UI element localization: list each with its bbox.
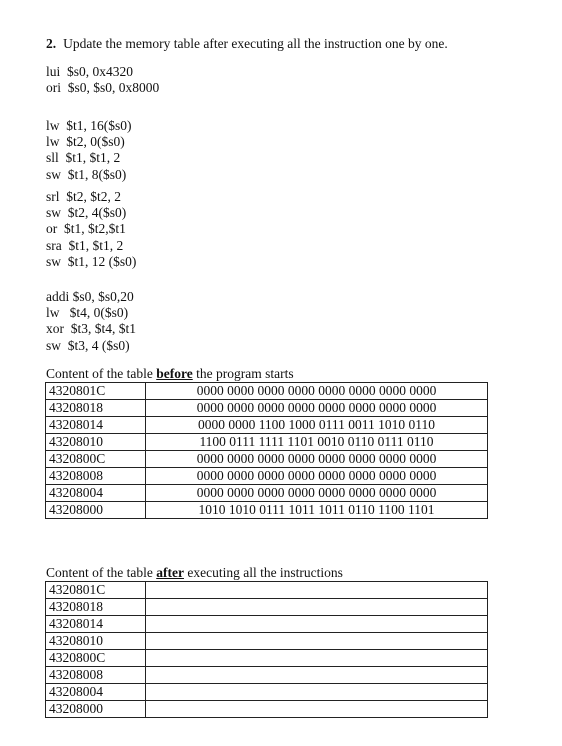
caption-text: the program starts (192, 366, 294, 381)
question-text: Update the memory table after executing all the instruction one by one. (63, 36, 448, 51)
answer-cell[interactable] (146, 616, 488, 633)
code-line: lw $t4, 0($s0) (46, 305, 129, 321)
table-row (46, 417, 488, 434)
answer-cell[interactable] (146, 650, 488, 667)
address-cell: 4320801C (46, 383, 146, 400)
code-group-2 (46, 118, 132, 183)
table-row (46, 400, 488, 417)
answer-cell[interactable] (146, 633, 488, 650)
code-group-4 (46, 289, 136, 354)
table-row (46, 383, 488, 400)
address-cell: 4320800C (46, 650, 146, 667)
address-cell: 43208004 (46, 485, 146, 502)
code-line: lw $t1, 16($s0) (46, 118, 132, 133)
table-row (46, 468, 488, 485)
answer-cell[interactable] (146, 701, 488, 718)
before-table-caption (46, 366, 294, 382)
table-row (46, 451, 488, 468)
code-line: srl $t2, $t2, 2 (46, 189, 122, 204)
address-cell: 4320801C (46, 582, 146, 599)
value-cell: 0000 0000 0000 0000 0000 0000 0000 0000 (146, 451, 488, 468)
table-row (46, 616, 488, 633)
caption-emphasis: after (156, 565, 184, 580)
memory-table-before (45, 382, 488, 519)
table-row (46, 582, 488, 599)
table-row (46, 434, 488, 451)
table-row (46, 667, 488, 684)
value-cell: 0000 0000 0000 0000 0000 0000 0000 0000 (146, 468, 488, 485)
value-cell: 1100 0111 1111 1101 0010 0110 0111 0110 (146, 434, 488, 451)
question-number: 2. (46, 36, 57, 51)
code-line: lw $t2, 0($s0) (46, 134, 125, 150)
address-cell: 43208004 (46, 684, 146, 701)
table-row (46, 599, 488, 616)
address-cell: 43208000 (46, 701, 146, 718)
code-line: sw $t3, 4 ($s0) (46, 337, 130, 353)
value-cell: 0000 0000 0000 0000 0000 0000 0000 0000 (146, 383, 488, 400)
caption-text: Content of the table (46, 366, 157, 381)
address-cell: 43208014 (46, 616, 146, 633)
value-cell: 0000 0000 0000 0000 0000 0000 0000 0000 (146, 400, 488, 417)
value-cell: 0000 0000 0000 0000 0000 0000 0000 0000 (146, 485, 488, 502)
table-row (46, 485, 488, 502)
code-line: sw $t2, 4($s0) (46, 205, 127, 221)
code-line: sra $t1, $t1, 2 (46, 237, 124, 253)
code-group-1 (46, 64, 159, 96)
address-cell: 43208018 (46, 599, 146, 616)
question-heading (46, 36, 448, 52)
address-cell: 43208008 (46, 667, 146, 684)
value-cell: 0000 0000 1100 1000 0111 0011 1010 0110 (146, 417, 488, 434)
value-cell: 1010 1010 0111 1011 1011 0110 1100 1101 (146, 502, 488, 519)
caption-text: executing all the instructions (183, 565, 343, 580)
code-group-3 (46, 189, 136, 270)
address-cell: 43208014 (46, 417, 146, 434)
code-line: sw $t1, 12 ($s0) (46, 253, 137, 269)
code-line: or $t1, $t2,$t1 (46, 221, 126, 237)
answer-cell[interactable] (146, 599, 488, 616)
table-row (46, 502, 488, 519)
address-cell: 43208000 (46, 502, 146, 519)
code-line: lui $s0, 0x4320 (46, 64, 134, 79)
table-row (46, 684, 488, 701)
code-line: sw $t1, 8($s0) (46, 166, 127, 182)
code-line: ori $s0, $s0, 0x8000 (46, 80, 160, 96)
after-table-caption (46, 565, 343, 581)
code-line: addi $s0, $s0,20 (46, 289, 134, 304)
table-row (46, 650, 488, 667)
table-row (46, 701, 488, 718)
address-cell: 43208010 (46, 434, 146, 451)
memory-table-after (45, 581, 488, 718)
caption-emphasis: before (156, 366, 193, 381)
address-cell: 43208010 (46, 633, 146, 650)
address-cell: 43208018 (46, 400, 146, 417)
address-cell: 43208008 (46, 468, 146, 485)
answer-cell[interactable] (146, 582, 488, 599)
code-line: sll $t1, $t1, 2 (46, 150, 121, 166)
answer-cell[interactable] (146, 684, 488, 701)
code-line: xor $t3, $t4, $t1 (46, 321, 136, 337)
address-cell: 4320800C (46, 451, 146, 468)
answer-cell[interactable] (146, 667, 488, 684)
caption-text: Content of the table (46, 565, 157, 580)
table-row (46, 633, 488, 650)
